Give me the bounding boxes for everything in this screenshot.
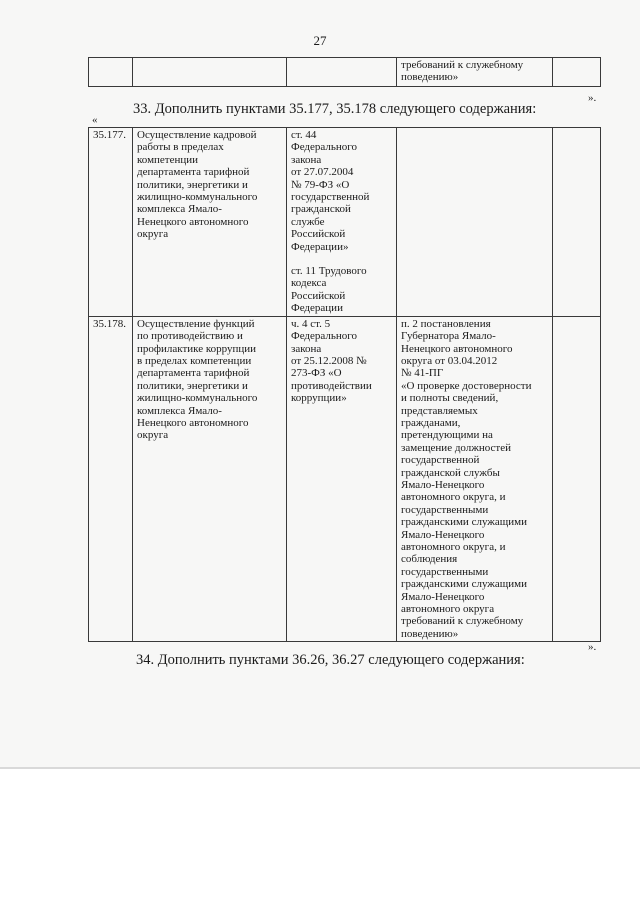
cell-act: [397, 128, 553, 317]
cell-name: [133, 58, 287, 87]
closing-quote: ».: [588, 92, 597, 104]
cell-act: требований к служебному поведению»: [397, 58, 553, 87]
cell-name: Осуществление кадровой работы в пределах компетенции департамента тарифной политики, энергетики и жилищно-коммунального комплекса Ямало- Ненецкого автономного округа: [133, 128, 287, 317]
table-row: [89, 316, 601, 642]
cell-law: ч. 4 ст. 5 Федерального закона от 25.12.2008 № 273-ФЗ «О противодействии коррупции»: [287, 316, 397, 642]
cell-num: [89, 58, 133, 87]
scan-bottom-edge: [0, 767, 640, 769]
spacer: [291, 253, 392, 265]
section-heading: 33. Дополнить пунктами 35.177, 35.178 следующего содержания:: [133, 101, 537, 117]
cell-num: 35.178.: [89, 316, 133, 642]
cell-law: [287, 128, 397, 317]
closing-quote: ».: [588, 641, 597, 653]
cell-act: п. 2 постановления Губернатора Ямало- Ненецкого автономного округа от 03.04.2012 № 41-ПГ «О проверке достоверности и полноты сведений, представляемых гражданами, претендующими на замещение должностей государственной гражданской службы Ямало-Ненецкого автономного округа, и государственными гражданскими служащими Ямало-Ненецкого автономного округа, и соблюдения государственными гражданскими служащими Ямало-Ненецкого автономного округа требований к служебному поведению»: [397, 316, 553, 642]
page-number: 27: [313, 33, 327, 48]
cell-last: [553, 58, 601, 87]
continued-table: [88, 57, 601, 87]
cell-last: [553, 128, 601, 317]
law-reference-extra: ст. 11 Трудового кодекса Российской Федерации: [291, 265, 367, 315]
main-table: [88, 127, 601, 642]
section-heading: 34. Дополнить пунктами 36.26, 36.27 следующего содержания:: [136, 652, 525, 668]
cell-last: [553, 316, 601, 642]
cell-name: Осуществление функций по противодействию и профилактике коррупции в пределах компетенции департамента тарифной политики, энергетики и жилищно-коммунального комплекса Ямало- Ненецкого автономного округа: [133, 316, 287, 642]
table-row: [89, 58, 601, 87]
table-row: [89, 128, 601, 317]
law-reference: ст. 44 Федерального закона от 27.07.2004 № 79-ФЗ «О государственной гражданской службе Российской Федерации»: [291, 129, 370, 253]
cell-num: 35.177.: [89, 128, 133, 317]
opening-quote: «: [92, 114, 98, 126]
cell-law: [287, 58, 397, 87]
